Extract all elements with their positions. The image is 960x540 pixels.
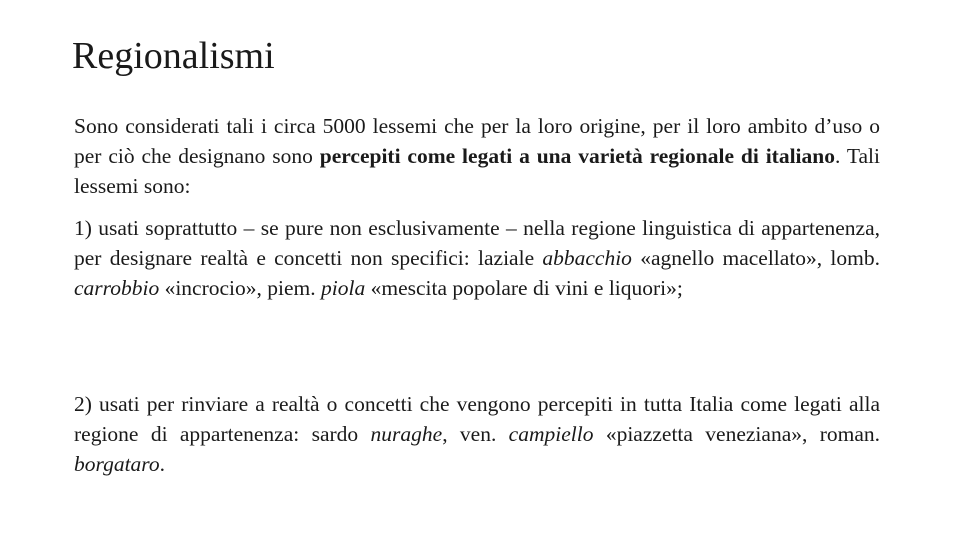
paragraph-text: Sono considerati tali i circa 5000 lessemi che per la loro origine, per il loro ambito d’uso o per ciò che designano sono bbox=[74, 114, 880, 168]
paragraph-text: «agnello macellato», lomb. bbox=[631, 246, 881, 270]
paragraph-text: . Tali lessemi sono: bbox=[74, 144, 880, 198]
example-word: nuraghe bbox=[370, 422, 443, 446]
paragraph-text: , ven. bbox=[442, 422, 509, 446]
example-word: piola bbox=[321, 276, 366, 300]
paragraph-text: . bbox=[159, 452, 165, 476]
example-word: abbacchio bbox=[542, 246, 632, 270]
paragraph-point-2 bbox=[74, 389, 880, 479]
paragraph-definition bbox=[74, 111, 880, 201]
bold-definition: percepiti come legati a una varietà regionale di italiano bbox=[319, 144, 835, 168]
example-word: campiello bbox=[508, 422, 594, 446]
paragraph-text: «mescita popolare di vini e liquori»; bbox=[365, 276, 683, 300]
slide-title: Regionalismi bbox=[72, 35, 275, 77]
example-word: carrobbio bbox=[74, 276, 160, 300]
example-word: borgataro bbox=[74, 452, 160, 476]
paragraph-text: 2) usati per rinviare a realtà o concetti che vengono percepiti in tutta Italia come legati alla regione di appartenenza: sardo bbox=[74, 392, 880, 446]
paragraph-text: «piazzetta veneziana», roman. bbox=[593, 422, 881, 446]
paragraph-point-1 bbox=[74, 213, 880, 303]
paragraph-text: «incrocio», piem. bbox=[159, 276, 322, 300]
paragraph-text: 1) usati soprattutto – se pure non esclusivamente – nella regione linguistica di appartenenza, per designare realtà e concetti non specifici: laziale bbox=[74, 216, 880, 270]
